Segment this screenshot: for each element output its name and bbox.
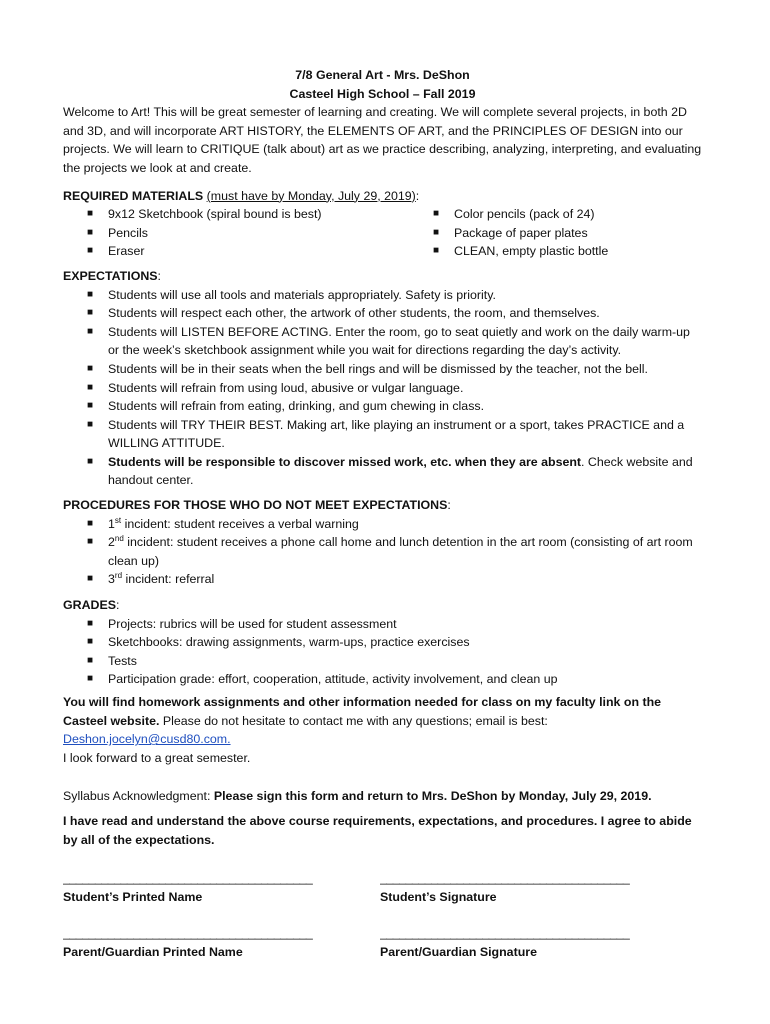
bullet-icon: ■ [433, 245, 440, 257]
signature-line: _______________________________________ [63, 871, 313, 886]
materials-list-right [409, 205, 729, 261]
parent-name-field[interactable] [63, 924, 380, 961]
bullet-icon: ■ [87, 381, 94, 393]
course-title: 7/8 General Art - Mrs. DeShon [295, 68, 470, 82]
grades-section: GRADES: ■ Projects: rubrics will be used for student assessment ■ Sketchbooks: drawing assignments, warm-ups, practice exercises ■ Tests ■ Participation grade: effort, cooperation, attitude, activity involvement, and clean up [63, 596, 702, 689]
list-item: ■ Sketchbooks: drawing assignments, warm-ups, practice exercises [63, 633, 702, 652]
list-item: ■ Students will refrain from eating, drinking, and gum chewing in class. [63, 397, 702, 416]
materials-heading: REQUIRED MATERIALS [63, 188, 204, 203]
list-item: ■ CLEAN, empty plastic bottle [409, 242, 729, 261]
list-item: ■ 3rd incident: referral [63, 570, 702, 589]
bullet-icon: ■ [87, 617, 94, 629]
list-item: ■ Students will respect each other, the artwork of other students, the room, and themselves. [63, 304, 702, 323]
bullet-icon: ■ [87, 245, 94, 257]
expectations-section: EXPECTATIONS: ■ Students will use all tools and materials appropriately. Safety is priority. ■ Students will respect each other, the artwork of other students, the room, and themselves. ■ Students will LISTEN BEFORE ACTING. Enter the room, go to seat quietly and work on the daily warm-up or the week’s sketchbook assignment while you wait for directions regarding the day’s activity. ■ Students will be in their seats when the bell rings and will be dismissed by the teacher, not the bell. ■ Students will refrain from using loud, abusive or vulgar language. ■ Students will refrain from eating, drinking, and gum chewing in class. ■ Students will TRY THEIR BEST. Making art, like playing an instrument or a sport, takes PRACTICE and a WILLING ATTITUDE. ■ Students will be responsible to discover missed work, etc. when they are absent. Check website and handout center. [63, 267, 702, 490]
signature-line: _______________________________________ [380, 871, 630, 886]
bullet-icon: ■ [87, 573, 94, 585]
list-item: ■ Students will be responsible to discover missed work, etc. when they are absent. Check website and handout center. [87, 454, 693, 488]
signature-line: _______________________________________ [380, 926, 630, 941]
homework-text: Please do not hesitate to contact me with any questions; email is best: [159, 713, 548, 728]
list-item: ■ 2nd incident: student receives a phone call home and lunch detention in the art room (consisting of art room clean up) [87, 534, 693, 568]
student-signature-label: Student’s Signature [380, 889, 497, 904]
acknowledgment-label: Syllabus Acknowledgment: [63, 789, 214, 804]
bullet-icon: ■ [87, 455, 94, 467]
acknowledgment-statement: I have read and understand the above course requirements, expectations, and procedures. I agree to abide by all of the expectations. [63, 813, 692, 847]
student-signature-field[interactable] [380, 869, 697, 906]
list-item: ■ Participation grade: effort, cooperation, attitude, activity involvement, and clean up [63, 670, 702, 689]
list-item: ■ Projects: rubrics will be used for student assessment [63, 615, 702, 634]
student-name-label: Student’s Printed Name [63, 889, 203, 904]
intro-paragraph: Welcome to Art! This will be great semester of learning and creating. We will complete several projects, in both 2D and 3D, and will incorporate ART HISTORY, the ELEMENTS OF ART, and the PRINCIPLES OF DESIGN into our projects. We will learn to CRITIQUE (talk about) art as we practice describing, analyzing, interpreting, and evaluating the projects we look at and create. [63, 105, 702, 175]
bullet-icon: ■ [87, 636, 94, 648]
homework-bold: You will find homework assignments and other information needed for class on my faculty link on the Casteel website. [63, 695, 662, 728]
list-item: ■ Eraser [63, 242, 409, 261]
email-link[interactable]: Deshon.jocelyn@cusd80.com. [63, 732, 231, 747]
school-term: Casteel High School – Fall 2019 [289, 86, 476, 101]
expectations-heading: EXPECTATIONS [63, 268, 158, 283]
list-item: ■ Students will LISTEN BEFORE ACTING. Enter the room, go to seat quietly and work on the daily warm-up or the week’s sketchbook assignment while you wait for directions regarding the day’s activity. [87, 324, 690, 358]
materials-list-left [63, 205, 409, 261]
bullet-icon: ■ [87, 517, 94, 529]
bullet-icon: ■ [87, 325, 94, 337]
grades-heading: GRADES [63, 598, 117, 613]
bullet-icon: ■ [87, 288, 94, 300]
bullet-icon: ■ [433, 226, 440, 238]
list-item: ■ Students will be in their seats when the bell rings and will be dismissed by the teacher, not the bell. [63, 360, 702, 379]
list-item: ■ 9x12 Sketchbook (spiral bound is best) [63, 205, 409, 224]
acknowledgment-instruction: Please sign this form and return to Mrs. DeShon by Monday, July 29, 2019. [213, 789, 652, 804]
bullet-icon: ■ [433, 208, 440, 220]
student-signature-row [63, 869, 702, 906]
homework-section [63, 693, 702, 767]
list-item: ■ Students will refrain from using loud, abusive or vulgar language. [63, 379, 702, 398]
parent-signature-label: Parent/Guardian Signature [380, 944, 537, 959]
bullet-icon: ■ [87, 536, 94, 548]
bullet-icon: ■ [87, 400, 94, 412]
closing-line: I look forward to a great semester. [63, 750, 251, 765]
bullet-icon: ■ [87, 362, 94, 374]
bullet-icon: ■ [87, 226, 94, 238]
signature-line: _______________________________________ [63, 926, 313, 941]
list-item: ■ 1st incident: student receives a verbal warning [63, 515, 702, 534]
expectations-list [63, 286, 702, 491]
list-item: ■ Tests [63, 652, 702, 671]
materials-section: REQUIRED MATERIALS (must have by Monday, July 29, 2019): ■ 9x12 Sketchbook (spiral bound is best) ■ Pencils ■ Eraser ■ Color pencils (pack of 24) ■ Package of paper plates ■ CLEAN, empty plastic bottle [63, 187, 702, 261]
materials-deadline: (must have by Monday, July 29, 2019) [206, 188, 416, 203]
grades-list [63, 615, 702, 689]
procedures-list [63, 515, 702, 589]
materials-lists [63, 205, 702, 261]
bullet-icon: ■ [87, 208, 94, 220]
parent-signature-field[interactable] [380, 924, 697, 961]
student-name-field[interactable] [63, 869, 380, 906]
list-item: ■ Pencils [63, 224, 409, 243]
procedures-heading: PROCEDURES FOR THOSE WHO DO NOT MEET EXPECTATIONS [63, 498, 448, 513]
procedures-section: PROCEDURES FOR THOSE WHO DO NOT MEET EXPECTATIONS: ■ 1st incident: student receives a verbal warning ■ 2nd incident: student receives a phone call home and lunch detention in the art room (consisting of art room clean up) ■ 3rd incident: referral [63, 496, 702, 589]
bullet-icon: ■ [87, 307, 94, 319]
list-item: ■ Color pencils (pack of 24) [409, 205, 729, 224]
parent-signature-row [63, 924, 702, 961]
list-item: ■ Students will TRY THEIR BEST. Making art, like playing an instrument or a sport, takes PRACTICE and a WILLING ATTITUDE. [87, 417, 685, 451]
bullet-icon: ■ [87, 654, 94, 666]
list-item: ■ Students will use all tools and materials appropriately. Safety is priority. [63, 286, 702, 305]
parent-name-label: Parent/Guardian Printed Name [63, 944, 243, 959]
bullet-icon: ■ [87, 673, 94, 685]
list-item: ■ Package of paper plates [409, 224, 729, 243]
bullet-icon: ■ [87, 418, 94, 430]
acknowledgment-section [63, 787, 702, 849]
